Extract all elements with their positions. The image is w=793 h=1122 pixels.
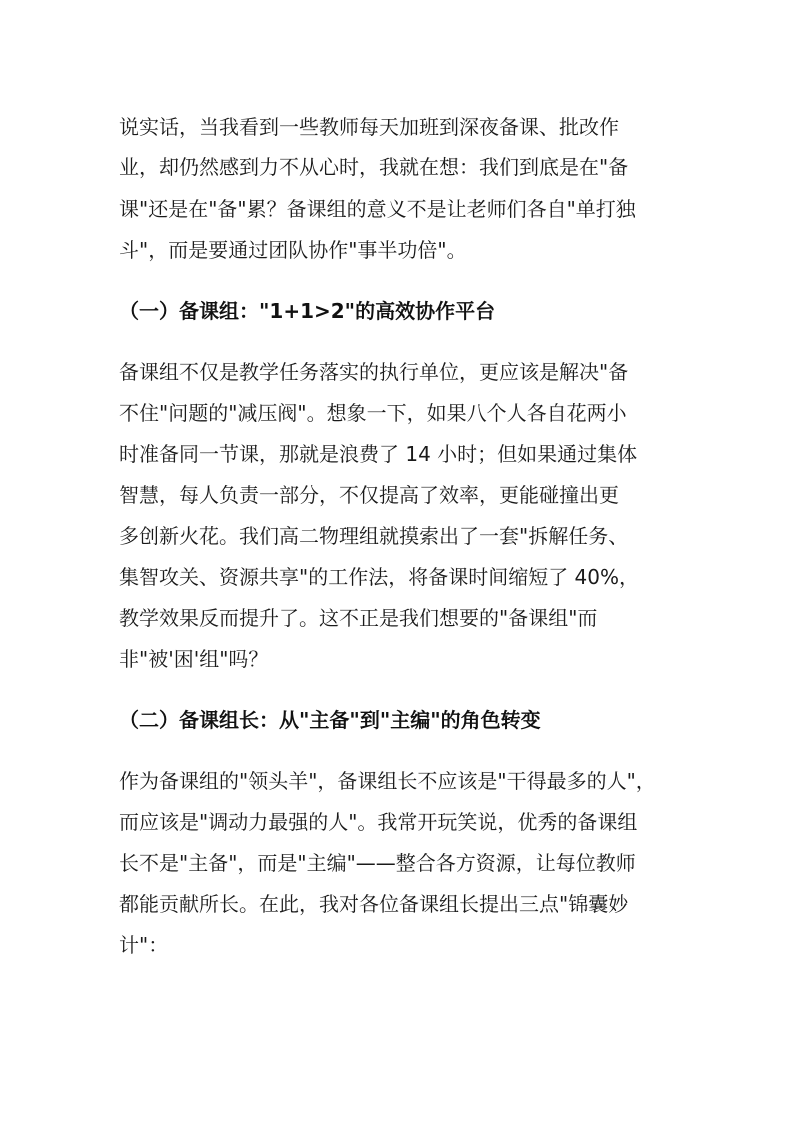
- section-1-heading: （一）备课组："1+1>2"的高效协作平台: [119, 299, 496, 323]
- intro-line-3: 课"还是在"备"累？备课组的意义不是让老师们各自"单打独: [119, 197, 636, 221]
- intro-line-4: 斗"，而是要通过团队协作"事半功倍"。: [119, 238, 467, 262]
- section-2-line-5: 计"：: [119, 933, 169, 957]
- section-2-line-1: 作为备课组的"领头羊"，备课组长不应该是"干得最多的人"，: [119, 769, 656, 793]
- section-1-line-4: 智慧，每人负责一部分，不仅提高了效率，更能碰撞出更: [119, 483, 619, 507]
- section-1-line-8: 非"被'困'组"吗？: [119, 647, 269, 671]
- section-2-line-4: 都能贡献所长。在此，我对各位备课组长提出三点"锦囊妙: [119, 892, 629, 916]
- section-1-line-1: 备课组不仅是教学任务落实的执行单位，更应该是解决"备: [119, 360, 629, 384]
- section-1-line-3: 时准备同一节课，那就是浪费了 14 小时；但如果通过集体: [119, 442, 638, 466]
- section-2-line-3: 长不是"主备"，而是"主编"——整合各方资源，让每位教师: [119, 851, 636, 875]
- intro-line-1: 说实话，当我看到一些教师每天加班到深夜备课、批改作: [119, 115, 619, 139]
- section-1-line-2: 不住"问题的"减压阀"。想象一下，如果八个人各自花两小: [119, 401, 627, 425]
- section-2-heading: （二）备课组长：从"主备"到"主编"的角色转变: [119, 708, 541, 732]
- section-1-line-5: 多创新火花。我们高二物理组就摸索出了一套"拆解任务、: [119, 524, 629, 548]
- intro-line-2: 业，却仍然感到力不从心时，我就在想：我们到底是在"备: [119, 155, 629, 179]
- section-1-line-6: 集智攻关、资源共享"的工作法，将备课时间缩短了 40%，: [119, 565, 640, 589]
- section-1-line-7: 教学效果反而提升了。这不正是我们想要的"备课组"而: [119, 606, 598, 630]
- section-2-line-2: 而应该是"调动力最强的人"。我常开玩笑说，优秀的备课组: [119, 810, 638, 834]
